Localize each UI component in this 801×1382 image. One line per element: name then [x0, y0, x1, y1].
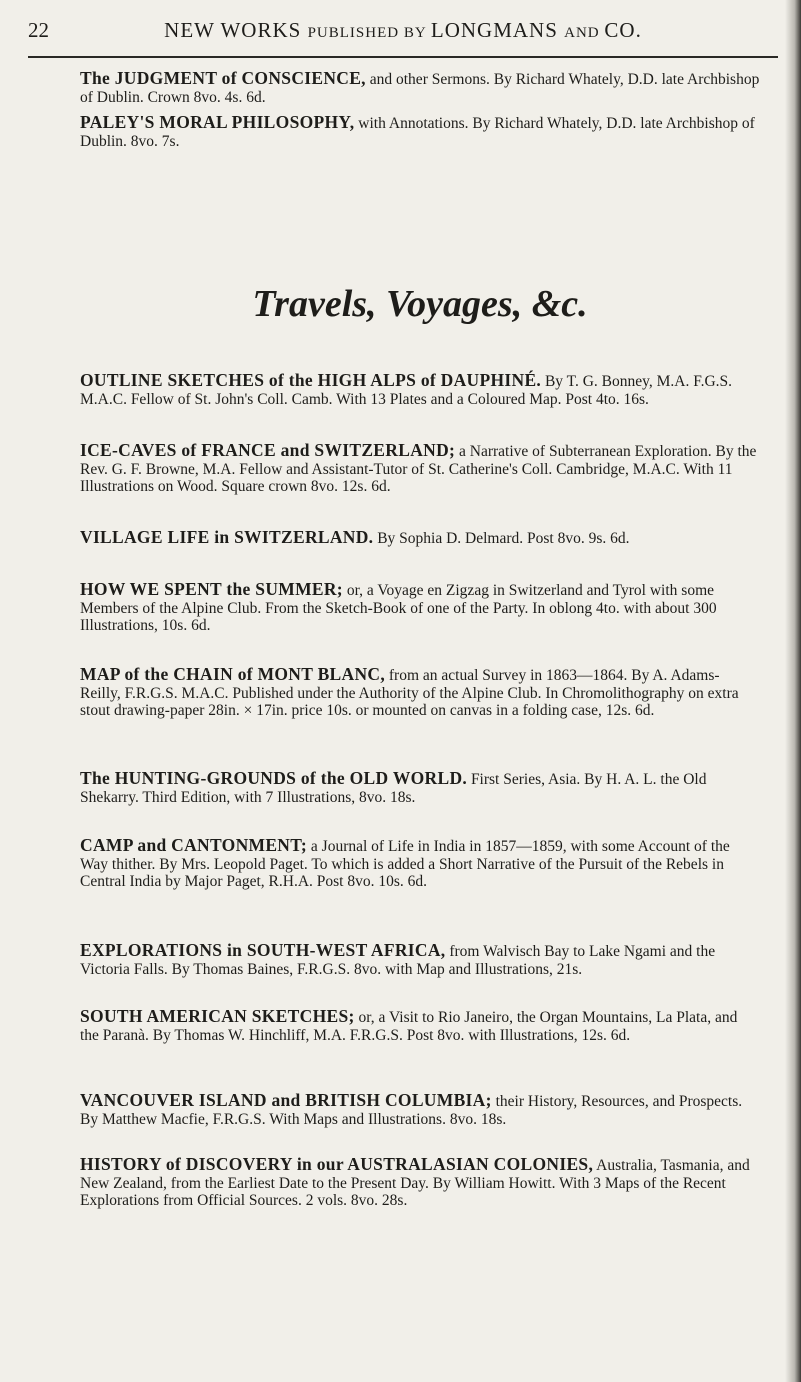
- page-edge-shadow: [785, 0, 801, 1382]
- entry-title: ICE-CAVES of FRANCE and SWITZERLAND;: [80, 440, 456, 460]
- entry-text: By Sophia D. Delmard. Post 8vo. 9s. 6d.: [373, 530, 630, 547]
- running-head-part: AND: [564, 25, 605, 41]
- entry: [80, 837, 760, 891]
- entry-title: HOW WE SPENT the SUMMER;: [80, 579, 343, 599]
- entry-title: OUTLINE SKETCHES of the HIGH ALPS of DAUPHINÉ.: [80, 370, 542, 390]
- entry-text: By T. G. Bonney, M.A. F.G.S. M.A.C. Fellow of St. John's Coll. Camb. With 13 Plates and a Coloured Map. Post 4to. 16s.: [80, 373, 733, 408]
- entry-title: HISTORY of DISCOVERY in our AUSTRALASIAN COLONIES,: [80, 1154, 594, 1174]
- entry-title: The HUNTING-GROUNDS of the OLD WORLD.: [80, 768, 468, 788]
- entry-title: VANCOUVER ISLAND and BRITISH COLUMBIA;: [80, 1090, 492, 1110]
- entry-text: Australia, Tasmania, and New Zealand, from the Earliest Date to the Present Day. By William Howitt. With 3 Maps of the Recent Explorations from Official Sources. 2 vols. 8vo. 28s.: [80, 1157, 750, 1209]
- entry-title: MAP of the CHAIN of MONT BLANC,: [80, 664, 386, 684]
- entry: [80, 529, 760, 548]
- entry-title: The JUDGMENT of CONSCIENCE,: [80, 68, 366, 88]
- header-rule: [28, 56, 778, 58]
- entry: [80, 942, 760, 978]
- entry-title: CAMP and CANTONMENT;: [80, 835, 308, 855]
- running-head: [28, 18, 778, 43]
- entry-text: and other Sermons. By Richard Whately, D.D. late Archbishop of Dublin. Crown 8vo. 4s. 6d.: [80, 71, 760, 106]
- entry-title: SOUTH AMERICAN SKETCHES;: [80, 1006, 355, 1026]
- running-head-part: CO.: [604, 18, 642, 42]
- running-head-part: LONGMANS: [430, 18, 565, 42]
- entry-text: First Series, Asia. By H. A. L. the Old Shekarry. Third Edition, with 7 Illustrations, 8vo. 18s.: [80, 771, 707, 806]
- running-head-part: PUBLISHED BY: [307, 25, 431, 41]
- entry-text: from Walvisch Bay to Lake Ngami and the Victoria Falls. By Thomas Baines, F.R.G.S. 8vo. with Map and Illustrations, 21s.: [80, 943, 716, 978]
- entry: [80, 1008, 760, 1044]
- entry-title: PALEY'S MORAL PHILOSOPHY,: [80, 112, 355, 132]
- entry: [80, 70, 760, 106]
- entry: [80, 372, 760, 408]
- entry: [80, 1156, 760, 1210]
- entry-title: EXPLORATIONS in SOUTH-WEST AFRICA,: [80, 940, 446, 960]
- entry: [80, 1092, 760, 1128]
- entry-text: their History, Resources, and Prospects. By Matthew Macfie, F.R.G.S. With Maps and Illustrations. 8vo. 18s.: [80, 1093, 743, 1128]
- running-head-part: NEW WORKS: [164, 18, 308, 42]
- entry-text: from an actual Survey in 1863—1864. By A. Adams-Reilly, F.R.G.S. M.A.C. Published under the Authority of the Alpine Club. In Chromolithography on extra stout drawing-paper 28in. × 17in. price 10s. or mounted on canvas in a folding case, 12s. 6d.: [80, 667, 739, 719]
- entry: [80, 581, 760, 635]
- entry-text: or, a Voyage en Zigzag in Switzerland and Tyrol with some Members of the Alpine Club. From the Sketch-Book of one of the Party. In oblong 4to. with about 300 Illustrations, 10s. 6d.: [80, 582, 717, 634]
- section-title: Travels, Voyages, &c.: [252, 283, 588, 325]
- entry-text: a Journal of Life in India in 1857—1859, with some Account of the Way thither. By Mrs. Leopold Paget. To which is added a Short Narrative of the Pursuit of the Rebels in Central India by Major Paget, R.H.A. Post 8vo. 10s. 6d.: [80, 838, 730, 890]
- entry: [80, 442, 760, 496]
- entry-text: or, a Visit to Rio Janeiro, the Organ Mountains, La Plata, and the Paranà. By Thomas W. Hinchliff, M.A. F.R.G.S. Post 8vo. with Illustrations, 12s. 6d.: [80, 1009, 738, 1044]
- entry-title: VILLAGE LIFE in SWITZERLAND.: [80, 527, 374, 547]
- page-number: 22: [28, 18, 49, 42]
- page-header: [28, 18, 778, 48]
- entry: [80, 666, 760, 720]
- entry-text: a Narrative of Subterranean Exploration. By the Rev. G. F. Browne, M.A. Fellow and Assistant-Tutor of St. Catherine's Coll. Cambridge, M.A.C. With 11 Illustrations on Wood. Square crown 8vo. 12s. 6d.: [80, 443, 757, 495]
- entry: [80, 770, 760, 806]
- entry-text: with Annotations. By Richard Whately, D.D. late Archbishop of Dublin. 8vo. 7s.: [80, 115, 755, 150]
- entry: [80, 114, 760, 150]
